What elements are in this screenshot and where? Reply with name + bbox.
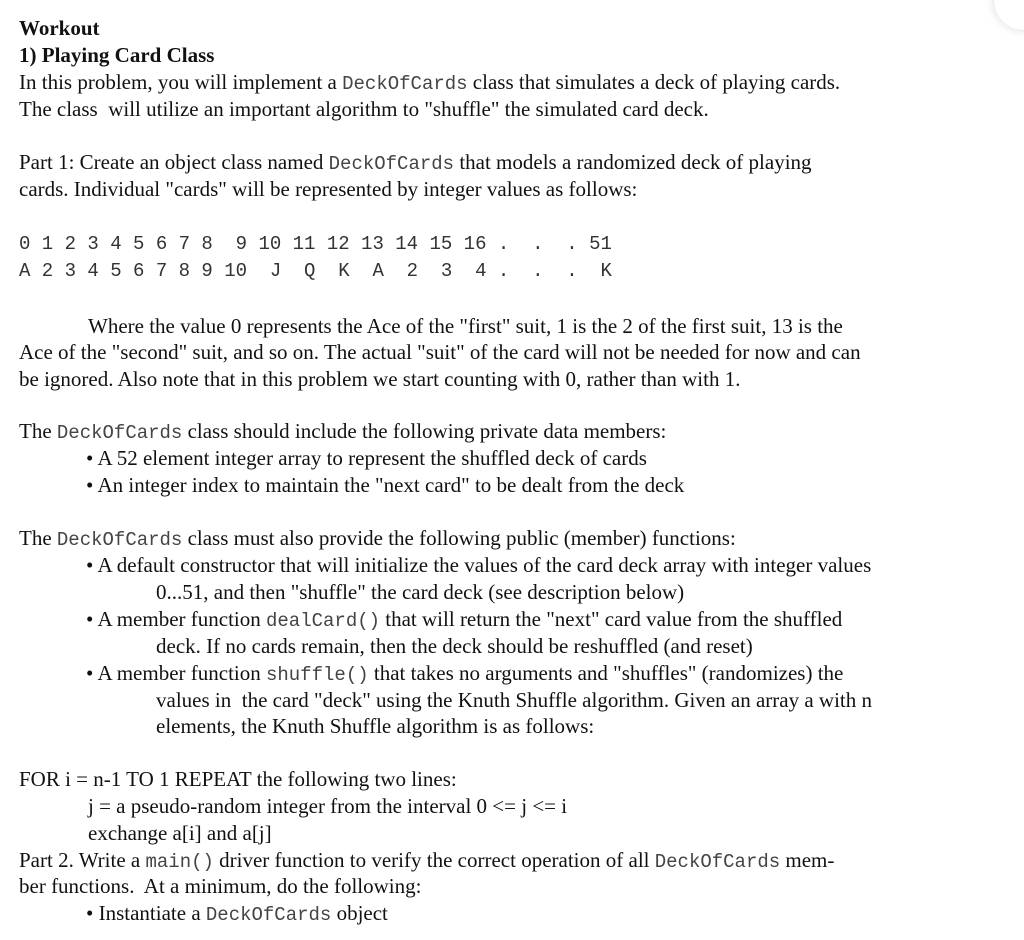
document-heading: Workout — [19, 16, 100, 40]
explanation-line-2: Ace of the "second" suit, and so on. The actual "suit" of the card will not be needed for now and can — [19, 340, 861, 364]
public-member-shuffle-cont-2: elements, the Knuth Shuffle algorithm is as follows: — [156, 714, 595, 738]
part1-line-1: Part 1: Create an object class named DeckOfCards that models a randomized deck of playing — [19, 150, 812, 175]
public-member-dealcard-cont: deck. If no cards remain, then the deck should be reshuffled (and reset) — [156, 634, 753, 658]
part2-item-instantiate: • Instantiate a DeckOfCards object — [86, 901, 388, 926]
intro-line-2: The class will utilize an important algorithm to "shuffle" the simulated card deck. — [19, 97, 709, 121]
part2-line-2: ber functions. At a minimum, do the following: — [19, 874, 422, 898]
public-members-intro: The DeckOfCards class must also provide the following public (member) functions: — [19, 526, 736, 551]
explanation-line-1: Where the value 0 represents the Ace of the "first" suit, 1 is the 2 of the first suit, 13 is the — [88, 314, 843, 338]
algorithm-line-3: exchange a[i] and a[j] — [88, 821, 272, 845]
private-members-intro: The DeckOfCards class should include the following private data members: — [19, 419, 667, 444]
public-member-constructor: • A default constructor that will initialize the values of the card deck array with integer values — [86, 553, 872, 577]
card-values-row: 0 1 2 3 4 5 6 7 8 9 10 11 12 13 14 15 16 . . . 51 — [19, 233, 612, 255]
page-corner-shadow — [994, 0, 1024, 30]
private-member-item: • An integer index to maintain the "next card" to be dealt from the deck — [86, 473, 685, 497]
public-member-dealcard: • A member function dealCard() that will return the "next" card value from the shuffled — [86, 607, 843, 632]
part1-line-2: cards. Individual "cards" will be represented by integer values as follows: — [19, 177, 638, 201]
public-member-shuffle-cont-1: values in the card "deck" using the Knuth Shuffle algorithm. Given an array a with n — [156, 688, 872, 712]
public-member-constructor-cont: 0...51, and then "shuffle" the card deck (see description below) — [156, 580, 685, 604]
private-member-item: • A 52 element integer array to represent the shuffled deck of cards — [86, 446, 647, 470]
card-faces-row: A 2 3 4 5 6 7 8 9 10 J Q K A 2 3 4 . . . K — [19, 260, 612, 282]
problem-title: 1) Playing Card Class — [19, 43, 215, 67]
part2-line-1: Part 2. Write a main() driver function to verify the correct operation of all DeckOfCards mem- — [19, 848, 835, 873]
algorithm-line-1: FOR i = n-1 TO 1 REPEAT the following two lines: — [19, 767, 457, 791]
intro-line-1: In this problem, you will implement a DeckOfCards class that simulates a deck of playing cards. — [19, 70, 841, 95]
public-member-shuffle: • A member function shuffle() that takes no arguments and "shuffles" (randomizes) the — [86, 661, 844, 686]
explanation-line-3: be ignored. Also note that in this problem we start counting with 0, rather than with 1. — [19, 367, 741, 391]
algorithm-line-2: j = a pseudo-random integer from the interval 0 <= j <= i — [88, 794, 568, 818]
